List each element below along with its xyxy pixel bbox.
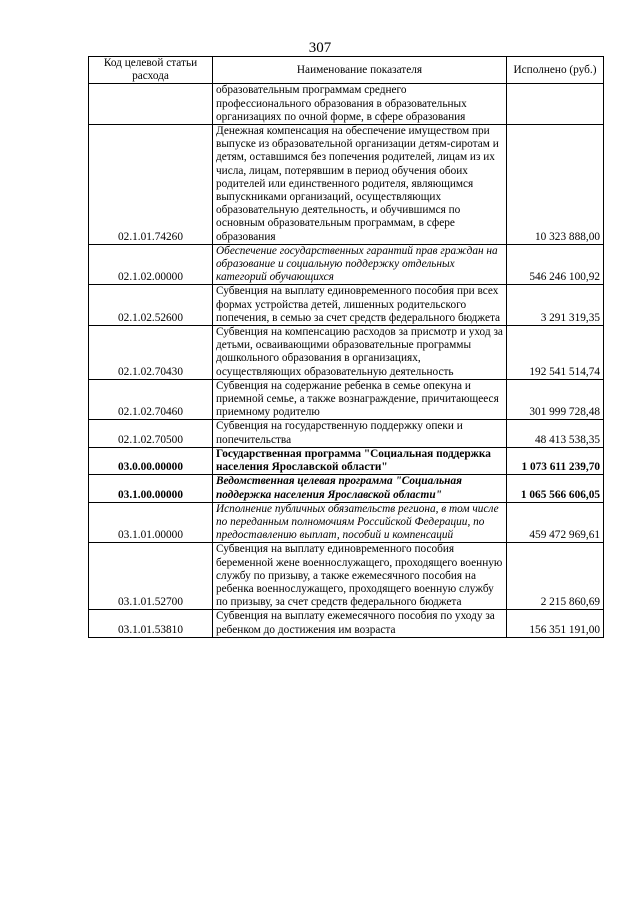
table-row [89, 379, 604, 420]
table-row [89, 502, 604, 543]
row-amount: 1 065 566 606,05 [507, 475, 604, 502]
row-name: Ведомственная целевая программа "Социальная поддержка населения Ярославской области" [213, 475, 507, 502]
row-code: 02.1.01.74260 [89, 125, 213, 245]
table-row [89, 125, 604, 245]
row-amount: 156 351 191,00 [507, 610, 604, 637]
table-body [89, 84, 604, 637]
row-name: Субвенция на выплату ежемесячного пособия по уходу за ребенком до достижения им возраста [213, 610, 507, 637]
row-amount: 301 999 728,48 [507, 379, 604, 420]
row-code: 03.1.00.00000 [89, 475, 213, 502]
row-name: Субвенция на выплату единовременного пособия беременной жене военнослужащего, проходящего военную службу по призыву, а также ежемесячного пособия на ребенка военнослужащего, проходящего военную службу по призыву, за счет средств федерального бюджета [213, 543, 507, 610]
row-amount: 546 246 100,92 [507, 244, 604, 285]
header-code: Код целевой статьи расхода [89, 57, 213, 84]
row-name: Субвенция на компенсацию расходов за присмотр и уход за детьми, осваивающими образовательные программы дошкольного образования в организациях, осуществляющих образовательную деятельность [213, 326, 507, 380]
row-code: 02.1.02.70430 [89, 326, 213, 380]
row-code: 03.1.01.00000 [89, 502, 213, 543]
table-row [89, 447, 604, 474]
row-amount: 459 472 969,61 [507, 502, 604, 543]
table-row [89, 475, 604, 502]
table-row [89, 420, 604, 447]
row-amount: 192 541 514,74 [507, 326, 604, 380]
row-amount: 48 413 538,35 [507, 420, 604, 447]
row-name: Государственная программа "Социальная поддержка населения Ярославской области" [213, 447, 507, 474]
row-code: 02.1.02.70500 [89, 420, 213, 447]
table-row [89, 610, 604, 637]
row-code: 03.1.01.53810 [89, 610, 213, 637]
table-row [89, 285, 604, 326]
row-amount: 1 073 611 239,70 [507, 447, 604, 474]
table-row [89, 326, 604, 380]
row-amount [507, 84, 604, 125]
row-code: 02.1.02.70460 [89, 379, 213, 420]
row-name: Денежная компенсация на обеспечение имуществом при выпуске из образовательной организации детям-сиротам и детям, оставшимся без попечения родителей, лицам из их числа, лицам, потерявшим в период обучения обоих родителей или единственного родителя, являющимся выпускниками организаций, осуществляющих образовательную деятельность, и обучившимся по основным образовательным программам, в сфере образования [213, 125, 507, 245]
row-amount: 2 215 860,69 [507, 543, 604, 610]
row-name: Субвенция на государственную поддержку опеки и попечительства [213, 420, 507, 447]
row-code: 02.1.02.00000 [89, 244, 213, 285]
row-code [89, 84, 213, 125]
row-amount: 3 291 319,35 [507, 285, 604, 326]
row-code: 02.1.02.52600 [89, 285, 213, 326]
table-row [89, 543, 604, 610]
table-row [89, 84, 604, 125]
page-number: 307 [308, 40, 332, 56]
row-name: Исполнение публичных обязательств региона, в том числе по переданным полномочиям Российской Федерации, по предоставлению выплат, пособий и компенсаций [213, 502, 507, 543]
row-name: образовательным программам среднего профессионального образования в образовательных организациях по очной форме, в сфере образования [213, 84, 507, 125]
row-name: Обеспечение государственных гарантий прав граждан на образование и социальную поддержку отдельных категорий обучающихся [213, 244, 507, 285]
expenditure-table [88, 56, 604, 638]
table-row [89, 244, 604, 285]
row-code: 03.0.00.00000 [89, 447, 213, 474]
table-header-row [89, 57, 604, 84]
header-name: Наименование показателя [213, 57, 507, 84]
header-amount: Исполнено (руб.) [507, 57, 604, 84]
row-name: Субвенция на выплату единовременного пособия при всех формах устройства детей, лишенных родительского попечения, в семью за счет средств федерального бюджета [213, 285, 507, 326]
row-amount: 10 323 888,00 [507, 125, 604, 245]
row-code: 03.1.01.52700 [89, 543, 213, 610]
row-name: Субвенция на содержание ребенка в семье опекуна и приемной семье, а также вознаграждение, причитающееся приемному родителю [213, 379, 507, 420]
